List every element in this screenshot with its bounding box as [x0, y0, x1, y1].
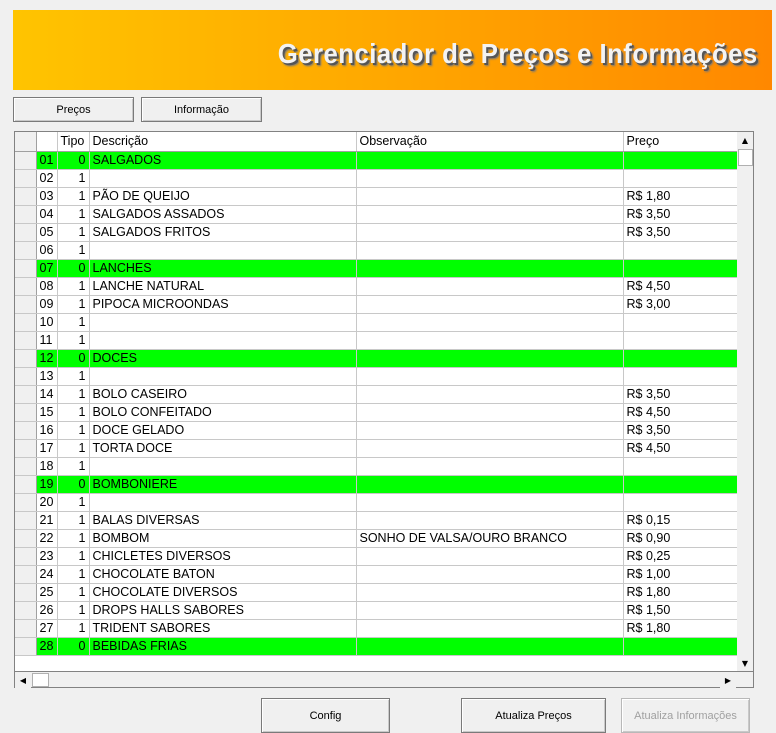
- cell-preco[interactable]: R$ 3,50: [623, 385, 739, 403]
- cell-tipo[interactable]: 1: [57, 241, 89, 259]
- cell-number[interactable]: 06: [36, 241, 57, 259]
- cell-observacao[interactable]: [356, 349, 623, 367]
- cell-tipo[interactable]: 0: [57, 475, 89, 493]
- cell-number[interactable]: 16: [36, 421, 57, 439]
- cell-observacao[interactable]: [356, 169, 623, 187]
- table-row[interactable]: [15, 223, 739, 241]
- cell-descricao[interactable]: SALGADOS: [89, 151, 356, 169]
- table-row[interactable]: [15, 205, 739, 223]
- cell-preco[interactable]: [623, 637, 739, 655]
- row-indicator: [15, 205, 36, 223]
- table-row[interactable]: [15, 547, 739, 565]
- cell-preco[interactable]: R$ 4,50: [623, 277, 739, 295]
- cell-tipo[interactable]: 1: [57, 529, 89, 547]
- cell-number[interactable]: 07: [36, 259, 57, 277]
- cell-tipo[interactable]: 1: [57, 601, 89, 619]
- app-title: Gerenciador de Preços e Informações: [278, 38, 758, 69]
- table-row[interactable]: [15, 241, 739, 259]
- cell-number[interactable]: 14: [36, 385, 57, 403]
- cell-number[interactable]: 08: [36, 277, 57, 295]
- cell-tipo[interactable]: 0: [57, 151, 89, 169]
- cell-observacao[interactable]: [356, 151, 623, 169]
- cell-observacao[interactable]: [356, 637, 623, 655]
- cell-descricao[interactable]: BALAS DIVERSAS: [89, 511, 356, 529]
- cell-number[interactable]: 25: [36, 583, 57, 601]
- cell-observacao[interactable]: [356, 277, 623, 295]
- cell-descricao[interactable]: CHICLETES DIVERSOS: [89, 547, 356, 565]
- tab-precos-button[interactable]: Preços: [13, 97, 134, 122]
- cell-tipo[interactable]: 1: [57, 457, 89, 475]
- vertical-scroll-thumb[interactable]: [738, 149, 753, 166]
- table-row[interactable]: [15, 331, 739, 349]
- cell-number[interactable]: 21: [36, 511, 57, 529]
- table-row[interactable]: [15, 169, 739, 187]
- row-indicator: [15, 457, 36, 475]
- cell-tipo[interactable]: 1: [57, 493, 89, 511]
- cell-tipo[interactable]: 1: [57, 619, 89, 637]
- row-indicator: [15, 331, 36, 349]
- cell-number[interactable]: 11: [36, 331, 57, 349]
- cell-preco[interactable]: [623, 367, 739, 385]
- cell-tipo[interactable]: 1: [57, 313, 89, 331]
- cell-preco[interactable]: [623, 493, 739, 511]
- cell-preco[interactable]: [623, 241, 739, 259]
- row-indicator: [15, 223, 36, 241]
- table-row[interactable]: [15, 601, 739, 619]
- table-row[interactable]: [15, 529, 739, 547]
- cell-descricao[interactable]: BOMBONIERE: [89, 475, 356, 493]
- cell-descricao[interactable]: SALGADOS FRITOS: [89, 223, 356, 241]
- column-header-number[interactable]: [36, 132, 57, 151]
- cell-observacao[interactable]: [356, 583, 623, 601]
- cell-observacao[interactable]: [356, 223, 623, 241]
- table-row[interactable]: [15, 475, 739, 493]
- cell-preco[interactable]: R$ 0,25: [623, 547, 739, 565]
- row-indicator: [15, 547, 36, 565]
- cell-descricao[interactable]: DROPS HALLS SABORES: [89, 601, 356, 619]
- cell-number[interactable]: 26: [36, 601, 57, 619]
- cell-preco[interactable]: R$ 3,50: [623, 421, 739, 439]
- row-indicator: [15, 241, 36, 259]
- column-header-preco[interactable]: Preço: [623, 132, 739, 151]
- cell-preco[interactable]: R$ 3,00: [623, 295, 739, 313]
- cell-observacao[interactable]: [356, 259, 623, 277]
- cell-number[interactable]: 13: [36, 367, 57, 385]
- cell-observacao[interactable]: [356, 205, 623, 223]
- row-indicator: [15, 637, 36, 655]
- cell-descricao[interactable]: BOLO CONFEITADO: [89, 403, 356, 421]
- row-indicator: [15, 583, 36, 601]
- table-row[interactable]: [15, 511, 739, 529]
- cell-observacao[interactable]: [356, 331, 623, 349]
- row-indicator: [15, 601, 36, 619]
- cell-descricao[interactable]: CHOCOLATE BATON: [89, 565, 356, 583]
- cell-tipo[interactable]: 1: [57, 421, 89, 439]
- cell-preco[interactable]: R$ 1,50: [623, 601, 739, 619]
- scroll-up-arrow-icon[interactable]: ▲: [737, 132, 753, 148]
- cell-tipo[interactable]: 0: [57, 349, 89, 367]
- table-row[interactable]: [15, 277, 739, 295]
- table-row[interactable]: [15, 367, 739, 385]
- row-indicator: [15, 169, 36, 187]
- cell-observacao[interactable]: [356, 187, 623, 205]
- cell-observacao[interactable]: [356, 457, 623, 475]
- price-table: [15, 132, 740, 656]
- cell-observacao[interactable]: [356, 547, 623, 565]
- row-indicator: [15, 313, 36, 331]
- row-indicator: [15, 493, 36, 511]
- cell-descricao[interactable]: TRIDENT SABORES: [89, 619, 356, 637]
- table-row[interactable]: [15, 187, 739, 205]
- cell-tipo[interactable]: 1: [57, 547, 89, 565]
- scrollbar-corner: [738, 672, 753, 687]
- table-row[interactable]: [15, 349, 739, 367]
- config-button[interactable]: Config: [261, 698, 390, 733]
- cell-preco[interactable]: R$ 0,90: [623, 529, 739, 547]
- cell-descricao[interactable]: [89, 241, 356, 259]
- column-header-descricao[interactable]: Descrição: [89, 132, 356, 151]
- cell-preco[interactable]: [623, 457, 739, 475]
- table-row[interactable]: [15, 313, 739, 331]
- cell-number[interactable]: 23: [36, 547, 57, 565]
- cell-descricao[interactable]: [89, 331, 356, 349]
- cell-tipo[interactable]: 1: [57, 367, 89, 385]
- cell-tipo[interactable]: 1: [57, 385, 89, 403]
- cell-preco[interactable]: R$ 1,00: [623, 565, 739, 583]
- cell-preco[interactable]: [623, 313, 739, 331]
- cell-preco[interactable]: [623, 331, 739, 349]
- cell-tipo[interactable]: 1: [57, 511, 89, 529]
- cell-observacao[interactable]: [356, 421, 623, 439]
- row-indicator: [15, 277, 36, 295]
- table-row[interactable]: [15, 637, 739, 655]
- cell-descricao[interactable]: DOCE GELADO: [89, 421, 356, 439]
- cell-descricao[interactable]: BEBIDAS FRIAS: [89, 637, 356, 655]
- cell-descricao[interactable]: [89, 457, 356, 475]
- atualiza-informacoes-button[interactable]: Atualiza Informações: [621, 698, 750, 733]
- scroll-down-arrow-icon[interactable]: ▼: [737, 655, 753, 671]
- row-indicator: [15, 421, 36, 439]
- cell-descricao[interactable]: [89, 313, 356, 331]
- tab-informacao-button[interactable]: Informação: [141, 97, 262, 122]
- cell-number[interactable]: 05: [36, 223, 57, 241]
- cell-descricao[interactable]: SALGADOS ASSADOS: [89, 205, 356, 223]
- row-indicator: [15, 259, 36, 277]
- scroll-left-arrow-icon[interactable]: ◀: [15, 672, 31, 688]
- cell-number[interactable]: 09: [36, 295, 57, 313]
- cell-preco[interactable]: R$ 1,80: [623, 187, 739, 205]
- column-header-observacao[interactable]: Observação: [356, 132, 623, 151]
- cell-descricao[interactable]: BOMBOM: [89, 529, 356, 547]
- cell-number[interactable]: 02: [36, 169, 57, 187]
- table-row[interactable]: [15, 259, 739, 277]
- cell-number[interactable]: 20: [36, 493, 57, 511]
- cell-descricao[interactable]: BOLO CASEIRO: [89, 385, 356, 403]
- cell-number[interactable]: 15: [36, 403, 57, 421]
- cell-preco[interactable]: R$ 4,50: [623, 439, 739, 457]
- cell-observacao[interactable]: [356, 619, 623, 637]
- cell-number[interactable]: 17: [36, 439, 57, 457]
- cell-preco[interactable]: [623, 259, 739, 277]
- cell-observacao[interactable]: [356, 295, 623, 313]
- table-row[interactable]: [15, 493, 739, 511]
- table-row[interactable]: [15, 385, 739, 403]
- cell-tipo[interactable]: 0: [57, 637, 89, 655]
- cell-preco[interactable]: R$ 3,50: [623, 223, 739, 241]
- cell-tipo[interactable]: 1: [57, 169, 89, 187]
- cell-number[interactable]: 27: [36, 619, 57, 637]
- row-indicator: [15, 349, 36, 367]
- cell-descricao[interactable]: CHOCOLATE DIVERSOS: [89, 583, 356, 601]
- header-corner: [15, 132, 36, 151]
- table-row[interactable]: [15, 403, 739, 421]
- cell-tipo[interactable]: 1: [57, 277, 89, 295]
- cell-tipo[interactable]: 1: [57, 223, 89, 241]
- cell-observacao[interactable]: [356, 403, 623, 421]
- cell-observacao[interactable]: [356, 313, 623, 331]
- cell-observacao[interactable]: [356, 511, 623, 529]
- header-banner: [13, 10, 772, 90]
- row-indicator: [15, 385, 36, 403]
- cell-tipo[interactable]: 0: [57, 259, 89, 277]
- cell-preco[interactable]: R$ 3,50: [623, 205, 739, 223]
- cell-preco[interactable]: R$ 0,15: [623, 511, 739, 529]
- row-indicator: [15, 475, 36, 493]
- table-row[interactable]: [15, 151, 739, 169]
- horizontal-scrollbar[interactable]: [14, 671, 754, 688]
- cell-descricao[interactable]: PIPOCA MICROONDAS: [89, 295, 356, 313]
- cell-preco[interactable]: R$ 1,80: [623, 583, 739, 601]
- cell-number[interactable]: 04: [36, 205, 57, 223]
- row-indicator: [15, 151, 36, 169]
- row-indicator: [15, 403, 36, 421]
- cell-tipo[interactable]: 1: [57, 295, 89, 313]
- cell-number[interactable]: 19: [36, 475, 57, 493]
- row-indicator: [15, 187, 36, 205]
- cell-descricao[interactable]: [89, 169, 356, 187]
- cell-number[interactable]: 28: [36, 637, 57, 655]
- table-row[interactable]: [15, 439, 739, 457]
- cell-observacao[interactable]: SONHO DE VALSA/OURO BRANCO: [356, 529, 623, 547]
- cell-number[interactable]: 03: [36, 187, 57, 205]
- row-indicator: [15, 439, 36, 457]
- scroll-right-arrow-icon[interactable]: ▶: [720, 672, 736, 688]
- table-row[interactable]: [15, 565, 739, 583]
- price-grid[interactable]: [14, 131, 753, 686]
- cell-descricao[interactable]: LANCHE NATURAL: [89, 277, 356, 295]
- cell-number[interactable]: 01: [36, 151, 57, 169]
- cell-observacao[interactable]: [356, 367, 623, 385]
- cell-preco[interactable]: R$ 4,50: [623, 403, 739, 421]
- row-indicator: [15, 619, 36, 637]
- cell-preco[interactable]: [623, 349, 739, 367]
- cell-observacao[interactable]: [356, 385, 623, 403]
- cell-observacao[interactable]: [356, 601, 623, 619]
- cell-descricao[interactable]: PÃO DE QUEIJO: [89, 187, 356, 205]
- cell-number[interactable]: 24: [36, 565, 57, 583]
- cell-preco[interactable]: [623, 151, 739, 169]
- table-row[interactable]: [15, 457, 739, 475]
- cell-descricao[interactable]: [89, 367, 356, 385]
- row-indicator: [15, 367, 36, 385]
- table-header-row: [15, 132, 739, 151]
- table-row[interactable]: [15, 619, 739, 637]
- cell-tipo[interactable]: 1: [57, 205, 89, 223]
- cell-observacao[interactable]: [356, 439, 623, 457]
- cell-number[interactable]: 12: [36, 349, 57, 367]
- cell-number[interactable]: 22: [36, 529, 57, 547]
- cell-descricao[interactable]: DOCES: [89, 349, 356, 367]
- table-row[interactable]: [15, 583, 739, 601]
- vertical-scrollbar[interactable]: [737, 131, 754, 672]
- cell-number[interactable]: 10: [36, 313, 57, 331]
- cell-descricao[interactable]: TORTA DOCE: [89, 439, 356, 457]
- cell-tipo[interactable]: 1: [57, 187, 89, 205]
- cell-tipo[interactable]: 1: [57, 565, 89, 583]
- cell-tipo[interactable]: 1: [57, 583, 89, 601]
- row-indicator: [15, 511, 36, 529]
- table-row[interactable]: [15, 421, 739, 439]
- cell-number[interactable]: 18: [36, 457, 57, 475]
- cell-tipo[interactable]: 1: [57, 439, 89, 457]
- atualiza-precos-button[interactable]: Atualiza Preços: [461, 698, 606, 733]
- cell-observacao[interactable]: [356, 565, 623, 583]
- cell-preco[interactable]: R$ 1,80: [623, 619, 739, 637]
- cell-descricao[interactable]: LANCHES: [89, 259, 356, 277]
- cell-preco[interactable]: [623, 169, 739, 187]
- cell-tipo[interactable]: 1: [57, 331, 89, 349]
- row-indicator: [15, 295, 36, 313]
- column-header-tipo[interactable]: Tipo: [57, 132, 89, 151]
- cell-tipo[interactable]: 1: [57, 403, 89, 421]
- cell-observacao[interactable]: [356, 493, 623, 511]
- horizontal-scroll-thumb[interactable]: [32, 673, 49, 687]
- cell-observacao[interactable]: [356, 241, 623, 259]
- cell-observacao[interactable]: [356, 475, 623, 493]
- cell-descricao[interactable]: [89, 493, 356, 511]
- row-indicator: [15, 565, 36, 583]
- table-row[interactable]: [15, 295, 739, 313]
- row-indicator: [15, 529, 36, 547]
- cell-preco[interactable]: [623, 475, 739, 493]
